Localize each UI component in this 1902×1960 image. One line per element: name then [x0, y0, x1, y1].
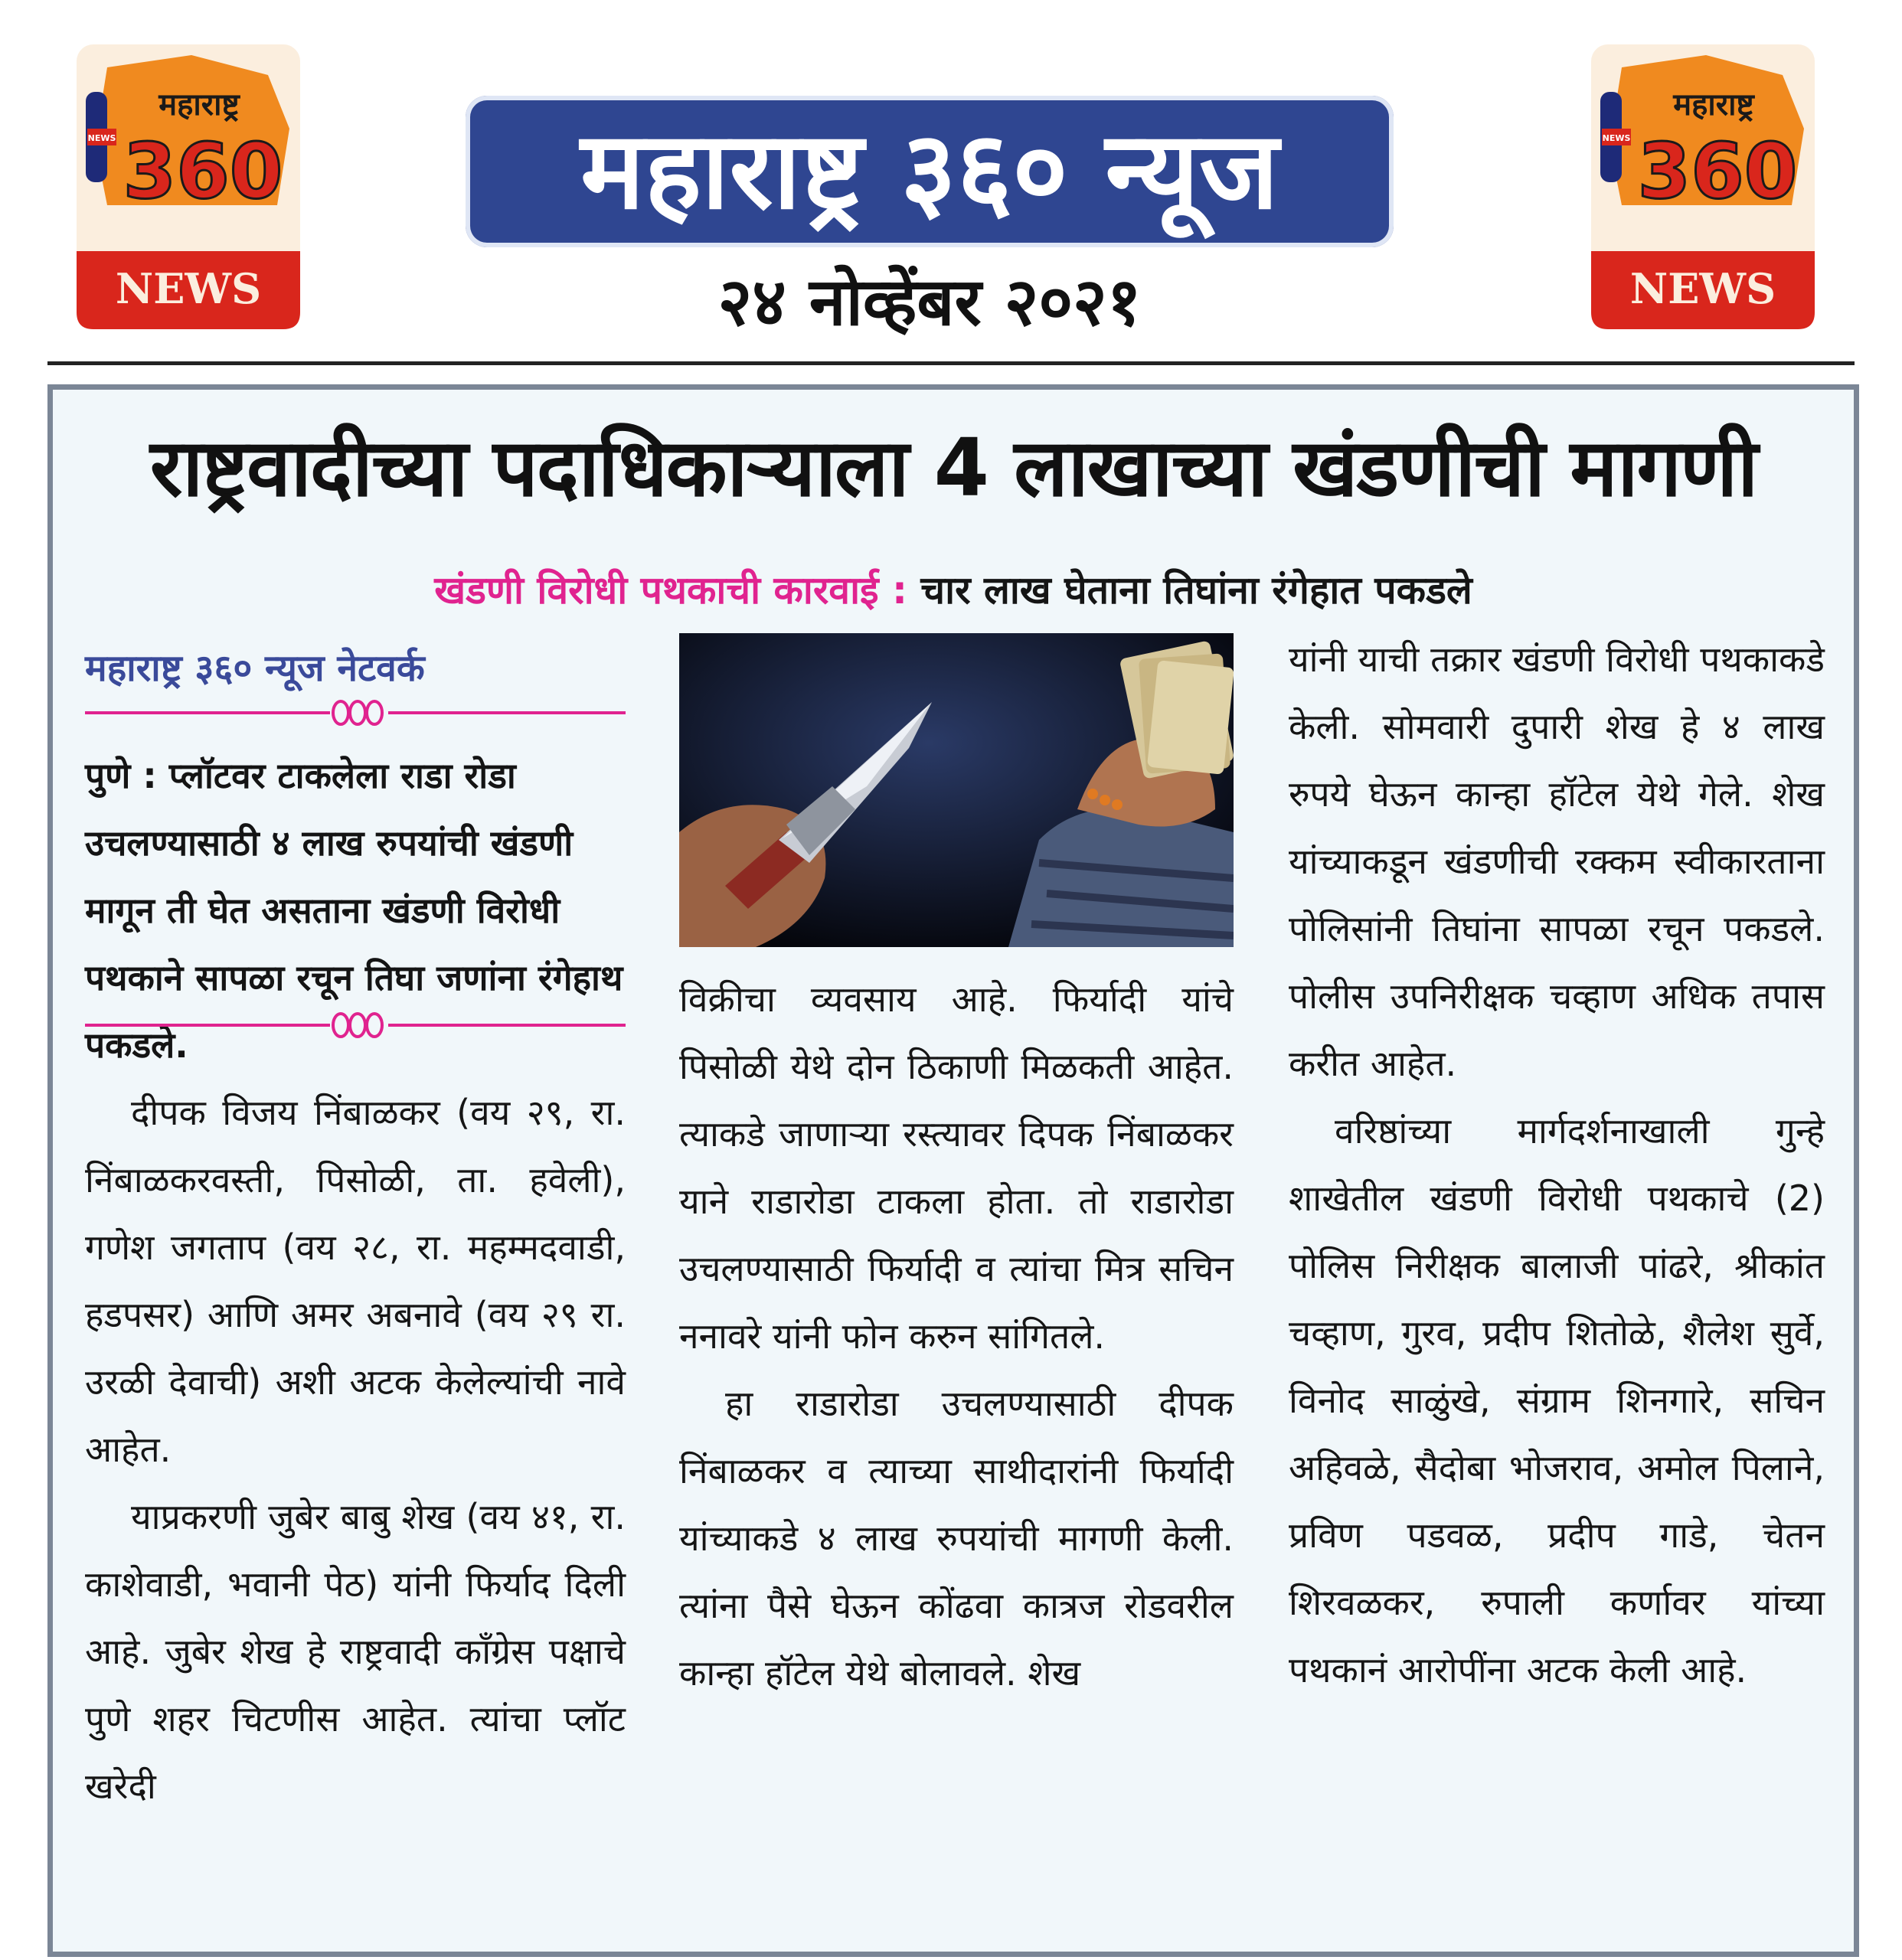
- article-column-1: [85, 1079, 626, 1820]
- article-column-3: [1289, 626, 1825, 1704]
- paragraph: विक्रीचा व्यवसाय आहे. फिर्यादी यांचे पिसोळी येथे दोन ठिकाणी मिळकती आहेत. त्याकडे जाणाऱ्या रस्त्यावर दिपक निंबाळकर याने राडारोडा टाकला होता. तो राडारोडा उचलण्यासाठी फिर्यादी व त्यांचा मित्र सचिन ननावरे यांनी फोन करुन सांगितले.: [679, 978, 1234, 1357]
- svg-text:महाराष्ट्र: महाराष्ट्र: [158, 87, 240, 122]
- logo-graphic: [1591, 44, 1815, 329]
- svg-text:NEWS: NEWS: [87, 133, 116, 143]
- article-column-2: [679, 965, 1234, 1707]
- article-subhead: [83, 567, 1823, 613]
- knife-money-illustration: [679, 633, 1234, 947]
- logo-graphic: [77, 44, 300, 329]
- article-intro: पुणे : प्लॉटवर टाकलेला राडा रोडा उचलण्यासाठी ४ लाख रुपयांची खंडणी मागून ती घेत असताना खंडणी विरोधी पथकाने सापळा रचून तिघा जणांना रंगेहाथ पकडले.: [85, 755, 623, 1066]
- article-photo: [679, 633, 1234, 947]
- article-panel: [47, 384, 1859, 1957]
- svg-text:महाराष्ट्र: महाराष्ट्र: [1673, 87, 1754, 122]
- svg-text:NEWS: NEWS: [1629, 264, 1776, 313]
- paragraph: याप्रकरणी जुबेर बाबु शेख (वय ४१, रा. काशेवाडी, भवानी पेठ) यांनी फिर्याद दिली आहे. जुबेर शेख हे राष्ट्रवादी काँग्रेस पक्षाचे पुणे शहर चिटणीस आहेत. त्यांचा प्लॉट खरेदी: [85, 1496, 626, 1807]
- svg-text:NEWS: NEWS: [115, 264, 262, 313]
- paragraph: दीपक विजय निंबाळकर (वय २९, रा. निंबाळकरवस्ती, पिसोळी, ता. हवेली), गणेश जगताप (वय २८, रा. महम्मदवाडी, हडपसर) आणि अमर अबनावे (वय २९ रा. उरळी देवाची) अशी अटक केलेल्यांची नावे आहेत.: [85, 1092, 626, 1470]
- svg-text:360: 360: [1637, 126, 1798, 216]
- paragraph: यांनी याची तक्रार खंडणी विरोधी पथकाकडे केली. सोमवारी दुपारी शेख हे ४ लाख रुपये घेऊन कान्हा हॉटेल येथे गेले. शेख यांच्याकडून खंडणीची रक्कम स्वीकारताना पोलिसांनी तिघांना सापळा रचून पकडले. पोलीस उपनिरीक्षक चव्हाण अधिक तपास करीत आहेत.: [1289, 639, 1825, 1084]
- article-headline: राष्ट्रवादीच्या पदाधिकाऱ्याला 4 लाखाच्या खंडणीची मागणी: [149, 421, 1757, 514]
- masthead-divider: [47, 361, 1855, 365]
- ornament-divider-bottom: [85, 1010, 626, 1040]
- paragraph: वरिष्ठांच्या मार्गदर्शनाखाली गुन्हे शाखेतील खंडणी विरोधी पथकाचे (2) पोलिस निरीक्षक बालाजी पांढरे, श्रीकांत चव्हाण, गुरव, प्रदीप शितोळे, शैलेश सुर्वे, विनोद साळुंखे, संग्राम शिनगारे, सचिन अहिवळे, सैदोबा भोजराव, अमोल पिलाने, प्रविण पडवळ, प्रदीप गाडे, चेतन शिरवळकर, रुपाली कर्णावर यांच्या पथकानं आरोपींना अटक केली आहे.: [1289, 1110, 1825, 1690]
- masthead-title-box: [466, 96, 1394, 247]
- ornament-divider-top: [85, 697, 626, 728]
- subhead-text: चार लाख घेताना तिघांना रंगेहात पकडले: [907, 568, 1472, 612]
- channel-logo-right: [1591, 44, 1815, 329]
- paragraph: हा राडारोडा उचलण्यासाठी दीपक निंबाळकर व त्याच्या साथीदारांनी फिर्यादी यांच्याकडे ४ लाख रुपयांची मागणी केली. त्यांना पैसे घेऊन कोंढवा कात्रज रोडवरील कान्हा हॉटेल येथे बोलावले. शेख: [679, 1383, 1234, 1694]
- ornament-icon: [85, 1010, 626, 1040]
- svg-text:NEWS: NEWS: [1602, 133, 1631, 143]
- ornament-icon: [85, 697, 626, 728]
- masthead-title: महाराष्ट्र ३६० न्यूज: [580, 109, 1279, 234]
- channel-logo-left: [77, 44, 300, 329]
- edition-date: २४ नोव्हेंबर २०२१: [717, 264, 1142, 341]
- subhead-highlight: खंडणी विरोधी पथकाची कारवाई :: [434, 568, 907, 612]
- svg-text:360: 360: [123, 126, 283, 216]
- article-byline: महाराष्ट्र ३६० न्यूज नेटवर्क: [85, 647, 425, 690]
